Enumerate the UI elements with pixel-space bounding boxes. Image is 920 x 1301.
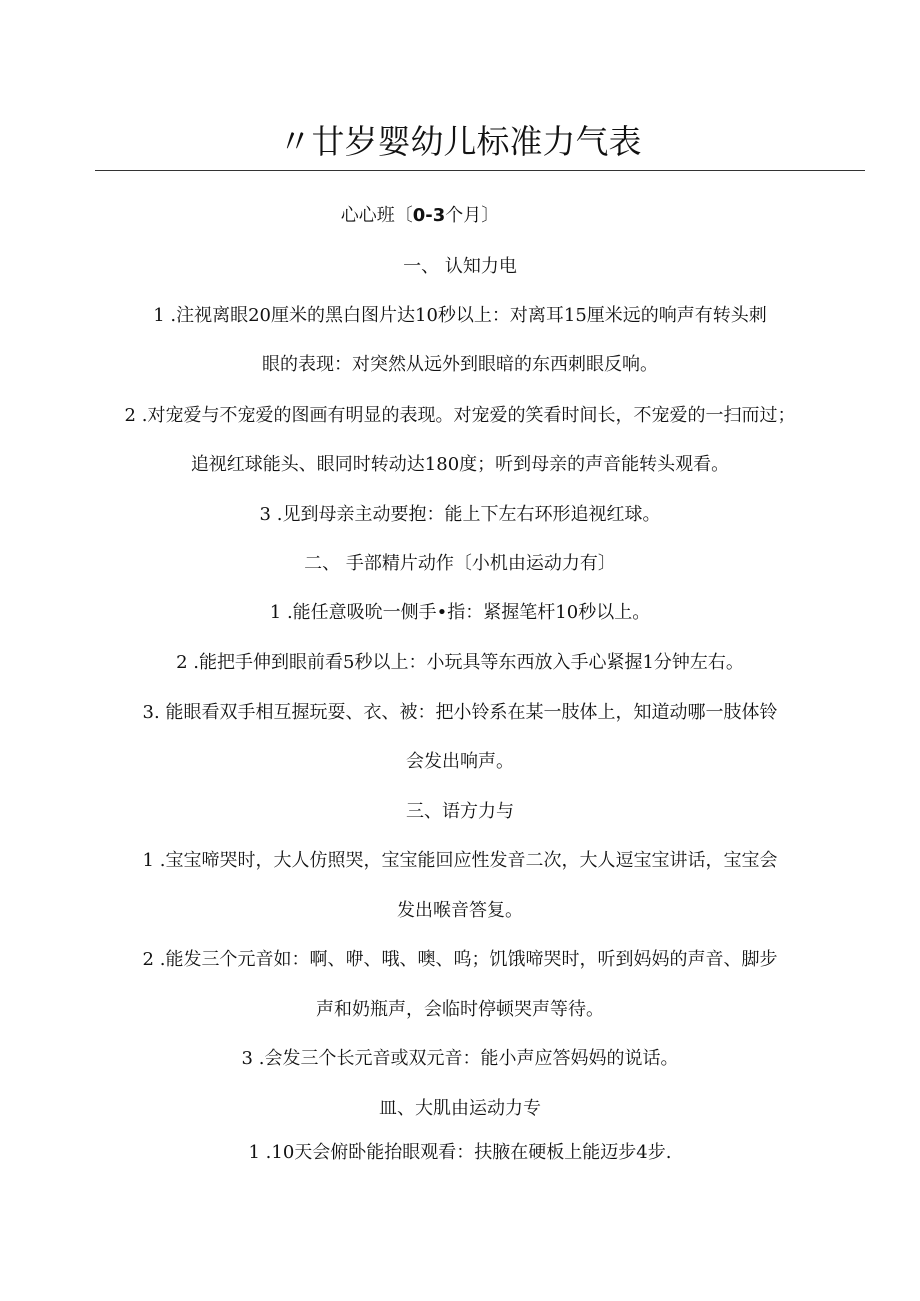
section-heading: 二、 手部精片动作〔小机由运动力有〕 xyxy=(304,553,616,574)
class-label xyxy=(0,203,880,229)
paragraph-line: 1 .能任意吸吮一侧手•指：紧握笔杆10秒以上。 xyxy=(269,602,651,623)
paragraph-line: 3 .会发三个长元音或双元音：能小声应答妈妈的说话。 xyxy=(241,1048,679,1069)
paragraph-line: 声和奶瓶声，会临时停顿哭声等待。 xyxy=(316,999,604,1020)
paragraph-line: 2 .对宠爱与不宠爱的图画有明显的表现。对宠爱的笑看时间长，不宠爱的一扫而过； xyxy=(124,405,796,426)
section-heading: 三、语方力与 xyxy=(406,801,514,822)
paragraph-line: 2 .能把手伸到眼前看5秒以上：小玩具等东西放入手心紧握1分钟左右。 xyxy=(176,652,744,673)
title-divider xyxy=(95,170,865,171)
paragraph-line: 2 .能发三个元音如：啊、咿、哦、噢、呜；饥饿啼哭时，听到妈妈的声音、脚步 xyxy=(142,949,778,970)
paragraph-line: 眼的表现：对突然从远外到眼暗的东西刺眼反响。 xyxy=(262,354,658,375)
paragraph-line: 会发出响声。 xyxy=(406,751,514,772)
paragraph-line: 1 .宝宝啼哭时，大人仿照哭，宝宝能回应性发音二次，大人逗宝宝讲话，宝宝会 xyxy=(142,850,778,871)
section-heading: 皿、大肌由运动力专 xyxy=(379,1098,541,1119)
class-label-suffix: 个月〕 xyxy=(445,205,500,226)
paragraph-line: 1 .注视离眼20厘米的黑白图片达10秒以上：对离耳15厘米远的响声有转头刺 xyxy=(153,305,767,326)
paragraph-line: 发出喉音答复。 xyxy=(397,900,523,921)
paragraph-line: 1 .10天会俯卧能抬眼观看：扶腋在硬板上能迈步4步. xyxy=(248,1142,672,1163)
section-heading: 一、 认知力电 xyxy=(403,256,517,277)
document-title: 〃廿岁婴幼儿标准力气表 xyxy=(278,122,642,161)
paragraph-line: 追视红球能头、眼同时转动达180度；听到母亲的声音能转头观看。 xyxy=(190,454,730,475)
paragraph-line: 3 .见到母亲主动要抱：能上下左右环形追视红球。 xyxy=(259,504,661,525)
paragraph-line: 3. 能眼看双手相互握玩耍、衣、被：把小铃系在某一肢体上，知道动哪一肢体铃 xyxy=(142,702,778,723)
class-label-prefix: 心心班〔 xyxy=(340,205,413,226)
class-label-age-range: 0-3 xyxy=(412,205,446,226)
